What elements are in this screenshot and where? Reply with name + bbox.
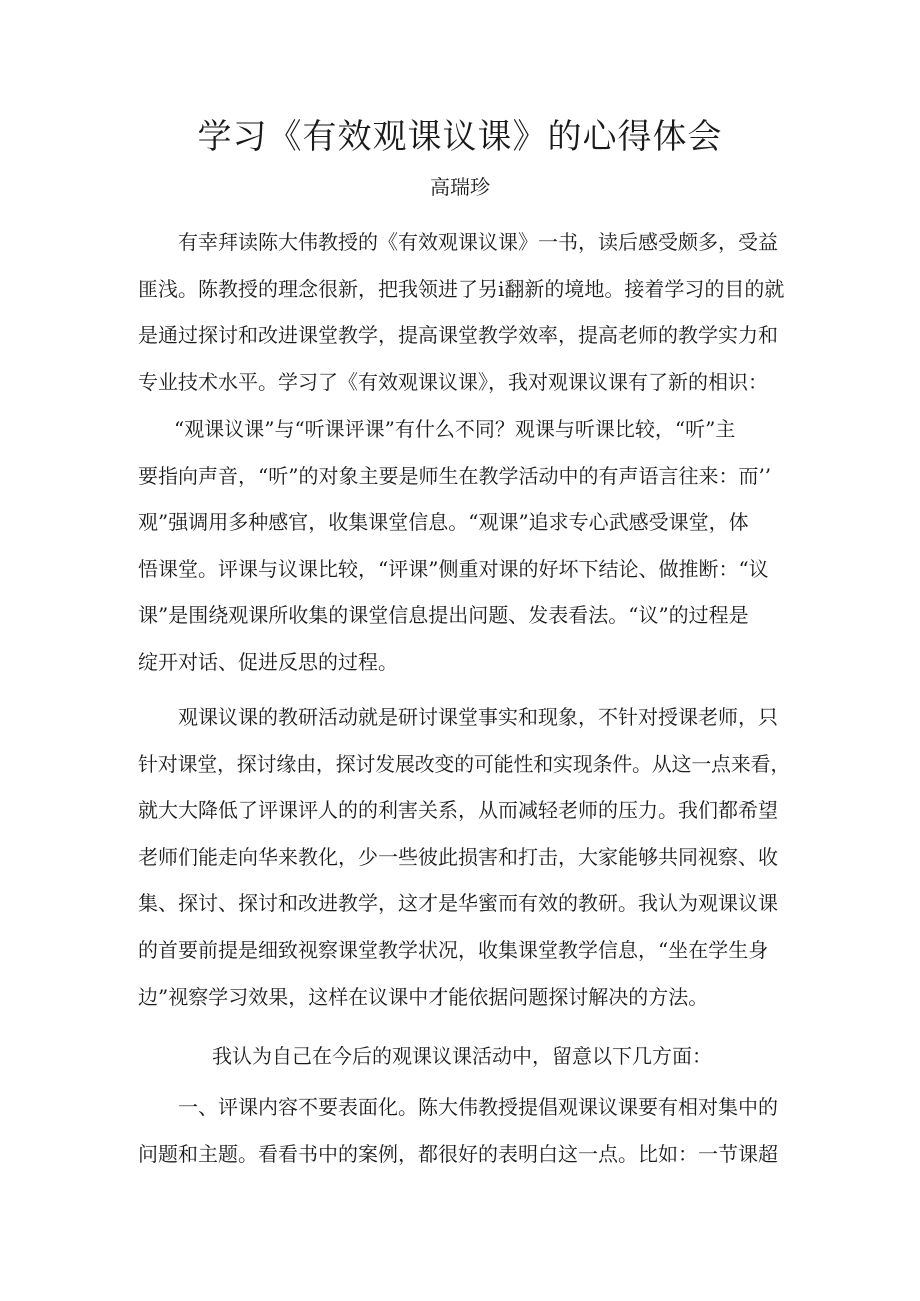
paragraph-line: 集、探讨、探讨和改进教学，这才是华蜜而有效的教研。我认为观课议课 [138,891,778,916]
paragraph-line: 要指向声音，“听”的对象主要是师生在教学活动中的有声语言往来：而’’ [138,463,772,488]
paragraph-line: 绽开对话、促进反思的过程。 [138,649,398,674]
paragraph-3 [138,694,790,1020]
paragraph-1 [138,219,790,405]
paragraph-line: 就大大降低了评课评人的的利害关系，从而减轻老师的压力。我们都希望 [138,798,778,823]
paragraph-line: 匪浅。陈教授的理念很新，把我领进了另i翻新的境地。接着学习的目的就 [138,276,785,301]
paragraph-line: 老师们能走向华来教化，少一些彼此损害和打击，大家能够共同视察、收 [138,844,778,869]
paragraph-line: 边”视察学习效果，这样在议课中才能依据问题探讨解决的方法。 [138,984,709,1009]
paragraph-line: 观课议课的教研活动就是研讨课堂事实和现象，不针对授课老师，只 [178,705,778,729]
paragraph-line: 悟课堂。评课与议课比较，“评课”侧重对课的好坏下结论、做推断：“议 [138,556,769,581]
paragraph-line: 课”是围绕观课所收集的课堂信息提出问题、发表看法。“议”的过程是 [138,603,749,628]
paragraph-line: 是通过探讨和改进课堂教学，提高课堂教学效率，提高老师的教学实力和 [138,323,778,348]
author-name: 高瑞珍 [430,175,490,199]
paragraph-line: 有幸拜读陈大伟教授的《有效观课议课》一书，读后感受颇多，受益 [178,230,778,254]
paragraph-line: 针对课堂，探讨缘由，探讨发展改变的可能性和实现条件。从这一点来看， [138,751,791,776]
paragraph-5 [138,1084,790,1177]
paragraph-line: 我认为自己在今后的观课议课活动中，留意以下几方面： [212,1044,712,1068]
paragraph-line: 专业技术水平。学习了《有效观课议课》，我对观课议课有了新的相识： [138,369,768,394]
paragraph-line: 问题和主题。看看书中的案例，都很好的表明白这一点。比如：一节课超 [138,1141,778,1166]
document-title: 学习《有效观课议课》的心得体会 [197,117,723,157]
paragraph-2 [138,406,790,686]
paragraph-line: 观”强调用多种感官，收集课堂信息。“观课”追求专心武感受课堂，体 [138,510,749,535]
paragraph-line: 的首要前提是细致视察课堂教学状况，收集课堂教学信息，“坐在学生身 [138,937,769,962]
paragraph-line: “观课议课”与“听课评课”有什么不同？观课与听课比较，“听”主 [174,417,736,441]
paragraph-4 [138,1033,790,1080]
paragraph-line: 一、评课内容不要表面化。陈大伟教授提倡观课议课要有相对集中的 [178,1095,778,1119]
